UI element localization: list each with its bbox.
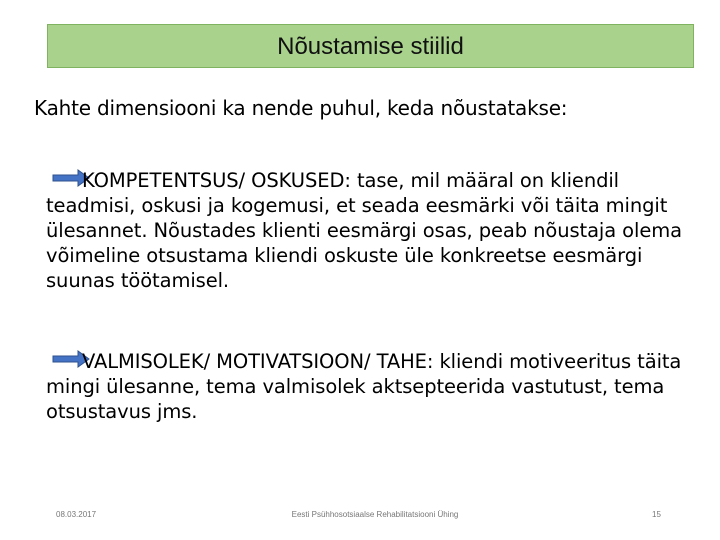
intro-text: Kahte dimensiooni ka nende puhul, keda nõustatakse: <box>34 96 568 120</box>
footer-date: 08.03.2017 <box>56 510 97 519</box>
title-banner <box>47 24 694 68</box>
page-number: 15 <box>652 510 661 519</box>
slide-title: Nõustamise stiilid <box>277 33 464 60</box>
footer-organization: Eesti Psühhosotsiaalse Rehabilitatsiooni Ühing <box>291 510 459 519</box>
motivation-point: VALMISOLEK/ MOTIVATSIOON/ TAHE: kliendi motiveeritus täita mingi ülesanne, tema valmisolek aktsepteerida vastutust, tema otsustavus jms. <box>46 350 682 423</box>
competence-point: KOMPETENTSUS/ OSKUSED: tase, mil määral on kliendil teadmisi, oskusi ja kogemusi, et seada eesmärki või täita mingit ülesannet. Nõustades klienti eesmärgi osas, peab nõustaja olema võimeline otsustama kliendi oskuste üle konkreetse eesmärgi suunas töötamisel. <box>46 169 682 292</box>
